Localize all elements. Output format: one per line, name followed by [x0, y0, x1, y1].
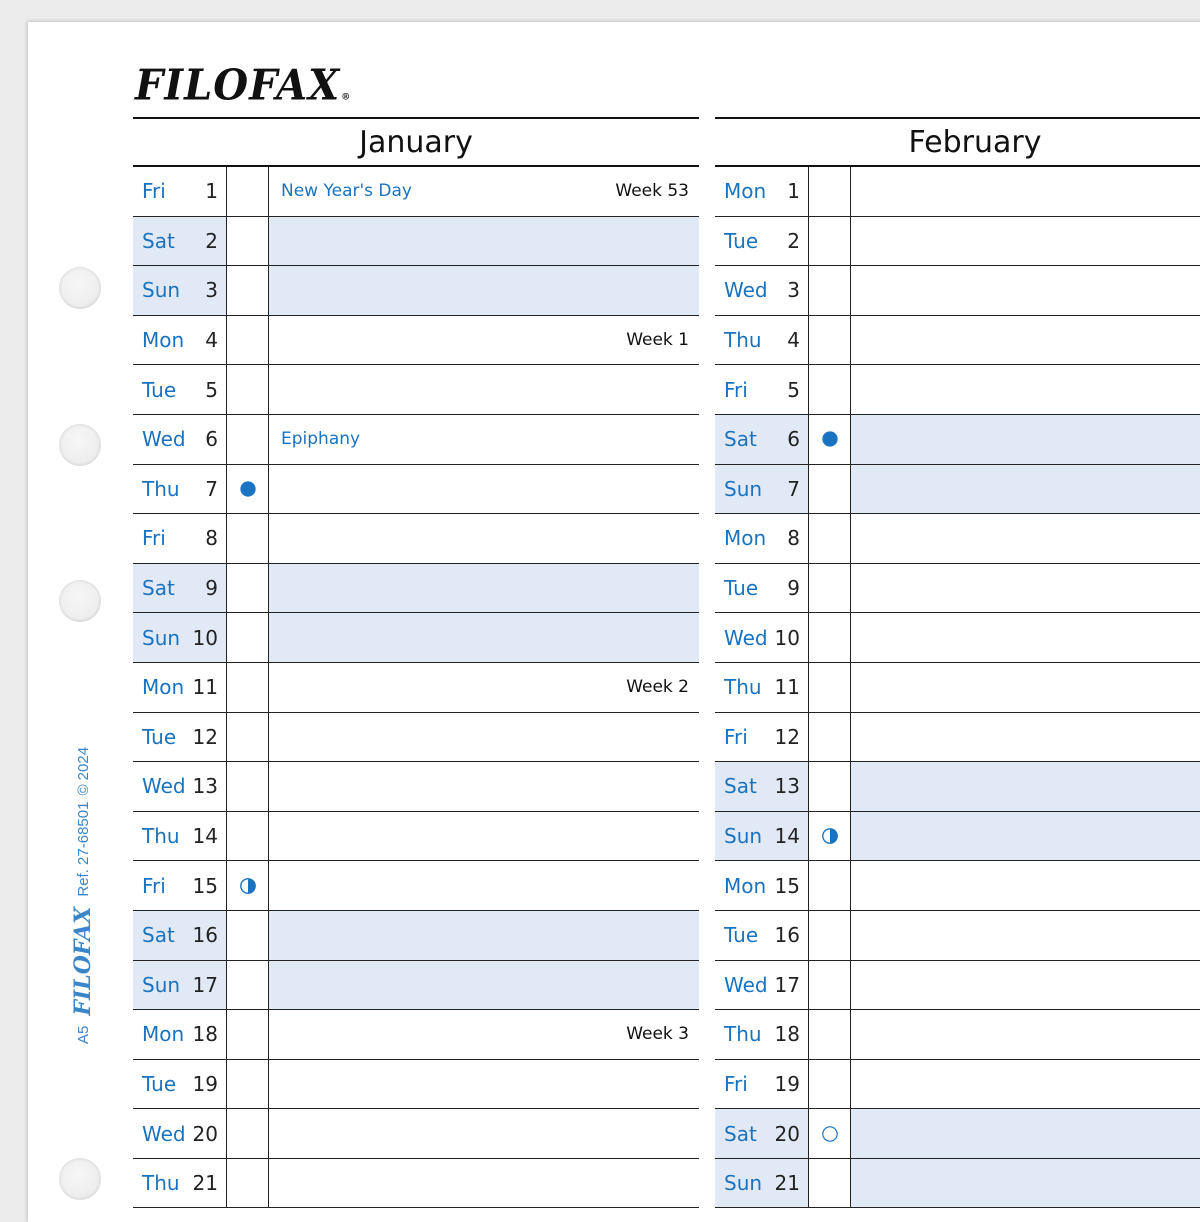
moon-phase-cell	[809, 812, 851, 861]
day-row[interactable]	[715, 911, 1200, 961]
day-name: Sun	[142, 972, 181, 997]
day-number: 20	[192, 1121, 218, 1146]
month-january	[133, 117, 699, 1208]
day-number: 3	[205, 278, 218, 303]
day-row[interactable]	[715, 961, 1200, 1011]
day-number: 21	[774, 1171, 800, 1196]
moon-phase-cell	[809, 663, 851, 712]
day-cell	[133, 663, 227, 712]
day-cell	[715, 861, 809, 910]
day-cell	[715, 167, 809, 216]
side-ref: Ref. 27-68501	[74, 801, 92, 897]
notes-area[interactable]	[851, 762, 1200, 811]
notes-area[interactable]	[851, 1109, 1200, 1158]
day-number: 16	[774, 923, 800, 948]
day-cell	[715, 663, 809, 712]
day-row[interactable]	[133, 961, 699, 1011]
notes-area[interactable]	[851, 812, 1200, 861]
side-copyright: © 2024	[74, 746, 92, 796]
day-cell	[715, 713, 809, 762]
week-number: Week 2	[626, 677, 689, 698]
side-logo: FILOFAX	[70, 906, 96, 1016]
moon-phase-cell	[809, 415, 851, 464]
month-title: February	[715, 117, 1200, 167]
moon-phase-cell	[809, 167, 851, 216]
day-number: 17	[774, 972, 800, 997]
day-cell	[133, 1109, 227, 1158]
month-february	[715, 117, 1200, 1208]
day-number: 20	[774, 1121, 800, 1146]
day-name: Fri	[724, 377, 748, 402]
day-cell	[715, 365, 809, 414]
notes-area[interactable]	[851, 514, 1200, 563]
day-cell	[715, 911, 809, 960]
moon-phase-cell	[227, 812, 269, 861]
day-cell	[133, 1159, 227, 1208]
notes-area[interactable]	[269, 1159, 699, 1208]
notes-area[interactable]	[851, 663, 1200, 712]
day-row[interactable]	[133, 1060, 699, 1110]
holiday-label: Epiphany	[281, 429, 361, 450]
day-name: Mon	[142, 1022, 185, 1047]
moon-phase-cell	[809, 1010, 851, 1059]
moon-phase-cell	[227, 564, 269, 613]
day-row[interactable]	[133, 316, 699, 366]
notes-area[interactable]	[269, 514, 699, 563]
day-cell	[715, 1060, 809, 1109]
day-number: 11	[774, 675, 800, 700]
day-number: 13	[774, 774, 800, 799]
day-number: 7	[205, 476, 218, 501]
binder-hole	[59, 580, 101, 622]
day-cell	[133, 465, 227, 514]
day-row[interactable]	[133, 663, 699, 713]
moon-phase-cell	[227, 663, 269, 712]
moon-phase-cell	[227, 415, 269, 464]
moon-phase-cell	[227, 316, 269, 365]
side-size: A5	[74, 1025, 92, 1044]
day-number: 18	[192, 1022, 218, 1047]
notes-area[interactable]	[851, 316, 1200, 365]
moon-phase-cell	[809, 514, 851, 563]
day-row[interactable]	[715, 762, 1200, 812]
moon-phase-cell	[227, 762, 269, 811]
notes-area[interactable]	[269, 465, 699, 514]
day-number: 12	[192, 724, 218, 749]
first-quarter-moon-icon	[821, 827, 839, 845]
filofax-logo: FILOFAX®	[135, 60, 352, 110]
moon-phase-cell	[809, 217, 851, 266]
day-cell	[133, 415, 227, 464]
notes-area[interactable]	[269, 1010, 699, 1059]
day-row[interactable]	[133, 465, 699, 515]
day-cell	[133, 961, 227, 1010]
day-name: Sat	[724, 774, 757, 799]
notes-area[interactable]	[851, 1010, 1200, 1059]
moon-phase-cell	[809, 961, 851, 1010]
moon-phase-cell	[227, 911, 269, 960]
day-number: 7	[787, 476, 800, 501]
moon-phase-cell	[809, 1109, 851, 1158]
notes-area[interactable]	[269, 713, 699, 762]
day-cell	[715, 316, 809, 365]
day-name: Thu	[724, 328, 762, 353]
notes-area[interactable]	[269, 316, 699, 365]
notes-area[interactable]	[851, 861, 1200, 910]
day-name: Sun	[724, 1171, 763, 1196]
day-name: Sat	[724, 1121, 757, 1146]
day-row[interactable]	[133, 812, 699, 862]
day-row[interactable]	[715, 812, 1200, 862]
moon-phase-cell	[227, 167, 269, 216]
day-row[interactable]	[133, 1159, 699, 1209]
notes-area[interactable]	[851, 415, 1200, 464]
day-cell	[715, 217, 809, 266]
day-cell	[715, 415, 809, 464]
day-number: 14	[192, 824, 218, 849]
day-number: 12	[774, 724, 800, 749]
day-row[interactable]	[715, 1159, 1200, 1209]
day-row[interactable]	[715, 217, 1200, 267]
day-name: Sun	[142, 625, 181, 650]
day-number: 17	[192, 972, 218, 997]
notes-area[interactable]	[269, 861, 699, 910]
new-moon-icon	[821, 430, 839, 448]
day-cell	[715, 514, 809, 563]
day-name: Mon	[142, 328, 185, 353]
notes-area[interactable]	[851, 167, 1200, 216]
day-cell	[133, 762, 227, 811]
day-cell	[715, 465, 809, 514]
day-name: Tue	[142, 724, 177, 749]
day-row[interactable]	[133, 167, 699, 217]
moon-phase-cell	[227, 1109, 269, 1158]
day-name: Wed	[724, 972, 768, 997]
day-row[interactable]	[715, 713, 1200, 763]
day-name: Mon	[142, 675, 185, 700]
day-row[interactable]	[133, 713, 699, 763]
moon-phase-cell	[227, 713, 269, 762]
day-row[interactable]	[715, 514, 1200, 564]
day-number: 6	[787, 427, 800, 452]
day-row[interactable]	[715, 1060, 1200, 1110]
day-number: 9	[205, 576, 218, 601]
moon-phase-cell	[809, 266, 851, 315]
day-row[interactable]	[715, 465, 1200, 515]
first-quarter-moon-icon	[239, 877, 257, 895]
day-cell	[133, 812, 227, 861]
moon-phase-cell	[809, 762, 851, 811]
moon-phase-cell	[809, 861, 851, 910]
day-name: Thu	[142, 476, 180, 501]
moon-phase-cell	[809, 316, 851, 365]
moon-phase-cell	[809, 465, 851, 514]
day-number: 19	[192, 1071, 218, 1096]
day-number: 6	[205, 427, 218, 452]
day-name: Wed	[142, 1121, 186, 1146]
notes-area[interactable]	[851, 266, 1200, 315]
day-cell	[133, 217, 227, 266]
day-row[interactable]	[133, 266, 699, 316]
moon-phase-cell	[227, 1060, 269, 1109]
notes-area[interactable]	[269, 663, 699, 712]
day-name: Sat	[724, 427, 757, 452]
day-name: Sat	[142, 228, 175, 253]
notes-area[interactable]	[851, 1060, 1200, 1109]
notes-area[interactable]	[851, 961, 1200, 1010]
day-name: Wed	[724, 625, 768, 650]
day-row[interactable]	[133, 762, 699, 812]
notes-area[interactable]	[269, 167, 699, 216]
day-name: Tue	[724, 228, 759, 253]
day-row[interactable]	[715, 365, 1200, 415]
notes-area[interactable]	[269, 613, 699, 662]
day-row[interactable]	[133, 217, 699, 267]
day-row[interactable]	[715, 415, 1200, 465]
week-number: Week 1	[626, 330, 689, 351]
day-number: 2	[787, 228, 800, 253]
day-number: 10	[192, 625, 218, 650]
day-row[interactable]	[715, 613, 1200, 663]
notes-area[interactable]	[269, 812, 699, 861]
day-number: 15	[774, 873, 800, 898]
side-info	[70, 747, 96, 1044]
day-cell	[133, 613, 227, 662]
day-cell	[133, 514, 227, 563]
day-name: Sat	[142, 576, 175, 601]
moon-phase-cell	[227, 514, 269, 563]
day-cell	[133, 365, 227, 414]
day-name: Tue	[724, 923, 759, 948]
day-row[interactable]	[715, 1109, 1200, 1159]
day-name: Wed	[142, 774, 186, 799]
day-number: 4	[787, 328, 800, 353]
binder-hole	[59, 1158, 101, 1200]
day-number: 15	[192, 873, 218, 898]
week-number: Week 53	[615, 181, 689, 202]
moon-phase-cell	[227, 217, 269, 266]
notes-area[interactable]	[851, 1159, 1200, 1208]
notes-area[interactable]	[851, 613, 1200, 662]
notes-area[interactable]	[269, 266, 699, 315]
day-cell	[133, 861, 227, 910]
day-number: 21	[192, 1171, 218, 1196]
notes-area[interactable]	[851, 713, 1200, 762]
day-name: Thu	[142, 1171, 180, 1196]
day-number: 11	[192, 675, 218, 700]
notes-area[interactable]	[269, 1109, 699, 1158]
day-row[interactable]	[715, 1010, 1200, 1060]
day-row[interactable]	[133, 861, 699, 911]
day-name: Thu	[142, 824, 180, 849]
day-name: Sun	[724, 824, 763, 849]
moon-phase-cell	[809, 1159, 851, 1208]
day-row[interactable]	[715, 266, 1200, 316]
day-number: 1	[787, 179, 800, 204]
day-name: Mon	[724, 179, 767, 204]
day-number: 14	[774, 824, 800, 849]
moon-phase-cell	[227, 266, 269, 315]
moon-phase-cell	[227, 465, 269, 514]
day-row[interactable]	[133, 911, 699, 961]
day-cell	[133, 1060, 227, 1109]
day-number: 10	[774, 625, 800, 650]
day-name: Mon	[724, 526, 767, 551]
binder-hole	[59, 424, 101, 466]
day-number: 13	[192, 774, 218, 799]
day-name: Wed	[142, 427, 186, 452]
new-moon-icon	[239, 480, 257, 498]
day-number: 19	[774, 1071, 800, 1096]
day-cell	[715, 266, 809, 315]
moon-phase-cell	[809, 564, 851, 613]
day-number: 4	[205, 328, 218, 353]
week-number: Week 3	[626, 1024, 689, 1045]
day-cell	[133, 713, 227, 762]
day-row[interactable]	[133, 514, 699, 564]
day-name: Mon	[724, 873, 767, 898]
notes-area[interactable]	[269, 564, 699, 613]
day-number: 5	[205, 377, 218, 402]
day-number: 5	[787, 377, 800, 402]
day-row[interactable]	[715, 564, 1200, 614]
notes-area[interactable]	[269, 961, 699, 1010]
day-row[interactable]	[715, 663, 1200, 713]
moon-phase-cell	[227, 861, 269, 910]
day-cell	[133, 1010, 227, 1059]
notes-area[interactable]	[851, 365, 1200, 414]
day-number: 2	[205, 228, 218, 253]
notes-area[interactable]	[851, 564, 1200, 613]
day-name: Fri	[142, 179, 166, 204]
moon-phase-cell	[809, 713, 851, 762]
notes-area[interactable]	[851, 911, 1200, 960]
notes-area[interactable]	[269, 1060, 699, 1109]
day-cell	[715, 961, 809, 1010]
day-number: 18	[774, 1022, 800, 1047]
day-cell	[133, 167, 227, 216]
full-moon-icon	[821, 1125, 839, 1143]
notes-area[interactable]	[269, 365, 699, 414]
notes-area[interactable]	[269, 762, 699, 811]
day-name: Sat	[142, 923, 175, 948]
day-name: Thu	[724, 1022, 762, 1047]
day-cell	[133, 564, 227, 613]
moon-phase-cell	[809, 365, 851, 414]
day-name: Sun	[142, 278, 181, 303]
moon-phase-cell	[227, 1159, 269, 1208]
notes-area[interactable]	[851, 217, 1200, 266]
day-row[interactable]	[133, 1109, 699, 1159]
day-row[interactable]	[133, 415, 699, 465]
day-number: 8	[787, 526, 800, 551]
day-name: Fri	[142, 526, 166, 551]
day-cell	[715, 564, 809, 613]
notes-area[interactable]	[851, 465, 1200, 514]
day-row[interactable]	[133, 1010, 699, 1060]
day-name: Fri	[724, 1071, 748, 1096]
holiday-label: New Year's Day	[281, 181, 412, 202]
day-name: Tue	[724, 576, 759, 601]
day-row[interactable]	[715, 861, 1200, 911]
day-cell	[715, 1010, 809, 1059]
day-row[interactable]	[715, 167, 1200, 217]
day-cell	[715, 1109, 809, 1158]
moon-phase-cell	[809, 1060, 851, 1109]
day-row[interactable]	[715, 316, 1200, 366]
day-name: Fri	[142, 873, 166, 898]
day-name: Tue	[142, 377, 177, 402]
day-name: Tue	[142, 1071, 177, 1096]
month-title: January	[133, 117, 699, 167]
moon-phase-cell	[227, 365, 269, 414]
moon-phase-cell	[227, 1010, 269, 1059]
day-number: 3	[787, 278, 800, 303]
moon-phase-cell	[227, 961, 269, 1010]
moon-phase-cell	[809, 911, 851, 960]
day-cell	[715, 613, 809, 662]
day-cell	[715, 762, 809, 811]
moon-phase-cell	[809, 613, 851, 662]
notes-area[interactable]	[269, 415, 699, 464]
day-name: Sun	[724, 476, 763, 501]
day-number: 9	[787, 576, 800, 601]
day-number: 1	[205, 179, 218, 204]
day-cell	[133, 266, 227, 315]
day-row[interactable]	[133, 613, 699, 663]
day-cell	[715, 812, 809, 861]
day-name: Fri	[724, 724, 748, 749]
notes-area[interactable]	[269, 911, 699, 960]
notes-area[interactable]	[269, 217, 699, 266]
day-name: Wed	[724, 278, 768, 303]
day-name: Thu	[724, 675, 762, 700]
day-cell	[133, 911, 227, 960]
day-cell	[715, 1159, 809, 1208]
day-cell	[133, 316, 227, 365]
day-number: 16	[192, 923, 218, 948]
moon-phase-cell	[227, 613, 269, 662]
binder-hole	[59, 267, 101, 309]
day-row[interactable]	[133, 365, 699, 415]
day-number: 8	[205, 526, 218, 551]
day-row[interactable]	[133, 564, 699, 614]
